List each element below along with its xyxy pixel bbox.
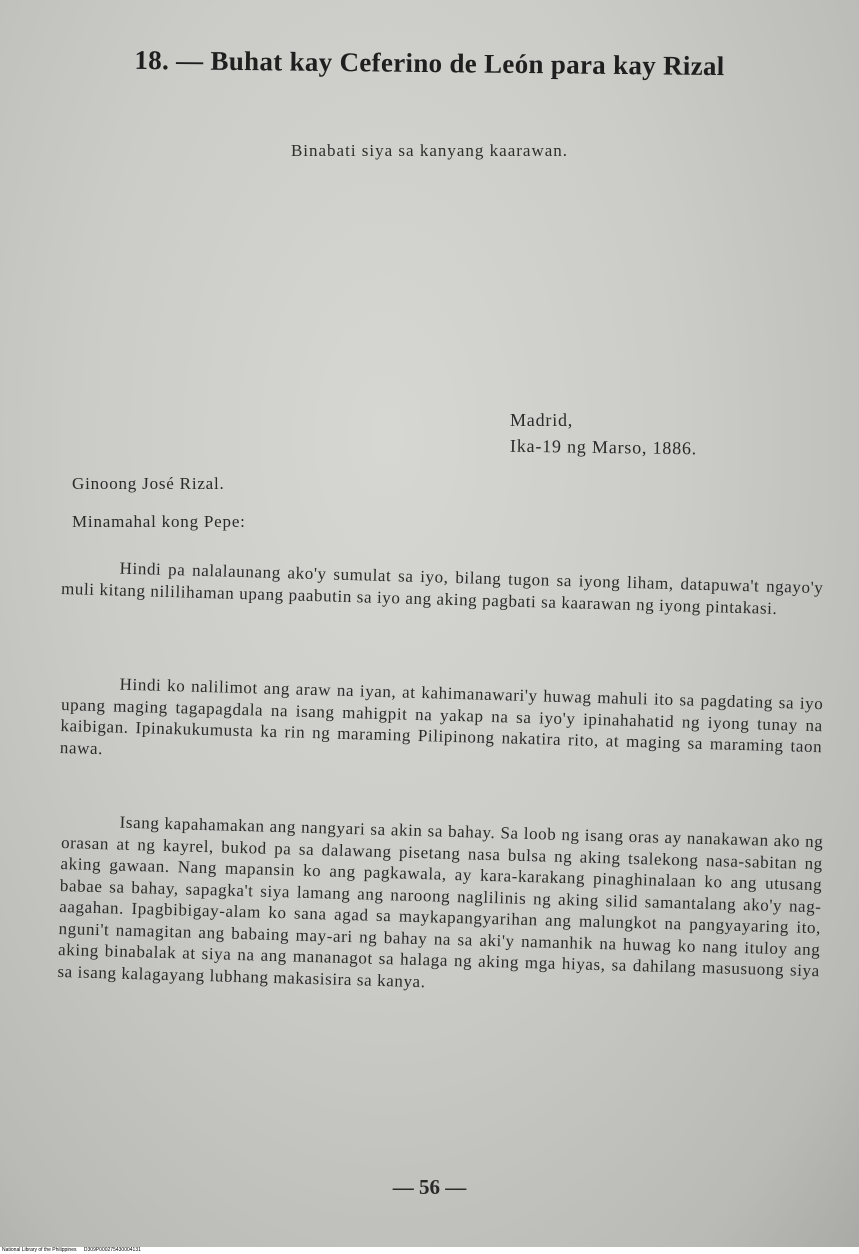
letter-paragraph-1: Hindi pa nalalaunang ako'y sumulat sa iyo, bilang tugon sa iyong liham, datapuwa't ngayo'y muli kitang nililihaman upang paabutin sa iyo ang aking pagbati sa kaarawan ng iyong pintakasi. [60, 558, 824, 618]
letter-recipient: Ginoong José Rizal. [72, 474, 225, 493]
letter-heading: 18. — Buhat kay Ceferino de León para kay Rizal [134, 44, 725, 82]
letter-salutation: Minamahal kong Pepe: [72, 512, 246, 531]
letter-paragraph-2: Hindi ko nalilimot ang araw na iyan, at kahimanawari'y huwag mahuli ito sa pagdating sa iyo upang maging tagapagdala na isang mahigpit na yakap na sa iyo'y ipinahahatid ng iyong tunay na kaibigan. Ipinakukumusta ka rin ng maraming Pilipinong nakatira rito, at maging sa maraming taon nawa. [59, 674, 824, 758]
footer-code: D309P000275430004131 [83, 1247, 141, 1253]
page-number: — 56 — [392, 1175, 467, 1199]
letter-date: Ika-19 ng Marso, 1886. [509, 435, 698, 459]
letter-place: Madrid, [510, 410, 574, 430]
archive-footer [0, 1247, 859, 1254]
footer-source: National Library of the Philippines [2, 1247, 77, 1253]
letter-summary: Binabati siya sa kanyang kaarawan. [290, 141, 569, 160]
letter-paragraph-3: Isang kapahamakan ang nangyari sa akin sa bahay. Sa loob ng isang oras ay nanakawan ako ng orasan at ng kayrel, bukod pa sa dalawang pisetang nasa bulsa ng aking tsalekong nasa-sabitan ng aking gawaan. Nang mapansin ko ang pagkawala, ay kara-karakang pinaghinalaan ko ang utusang babae sa bahay, sapagka't siya lamang ang naroong naglilinis ng aking silid samantalang ako'y nag-aagahan. Ipagbibigay-alam ko sana agad sa maykapangyarihan ang malungkot na pangyayaring ito, nguni't namagitan ang babaing may-ari ng bahay na sa aki'y namanhik na huwag ko nang ituloy ang aking binabalak at siya na ang mananagot sa halaga ng aking mga hiyas, sa dahilang masusuong siya sa isang kalagayang lubhang makasisira sa kanya. [57, 812, 824, 991]
